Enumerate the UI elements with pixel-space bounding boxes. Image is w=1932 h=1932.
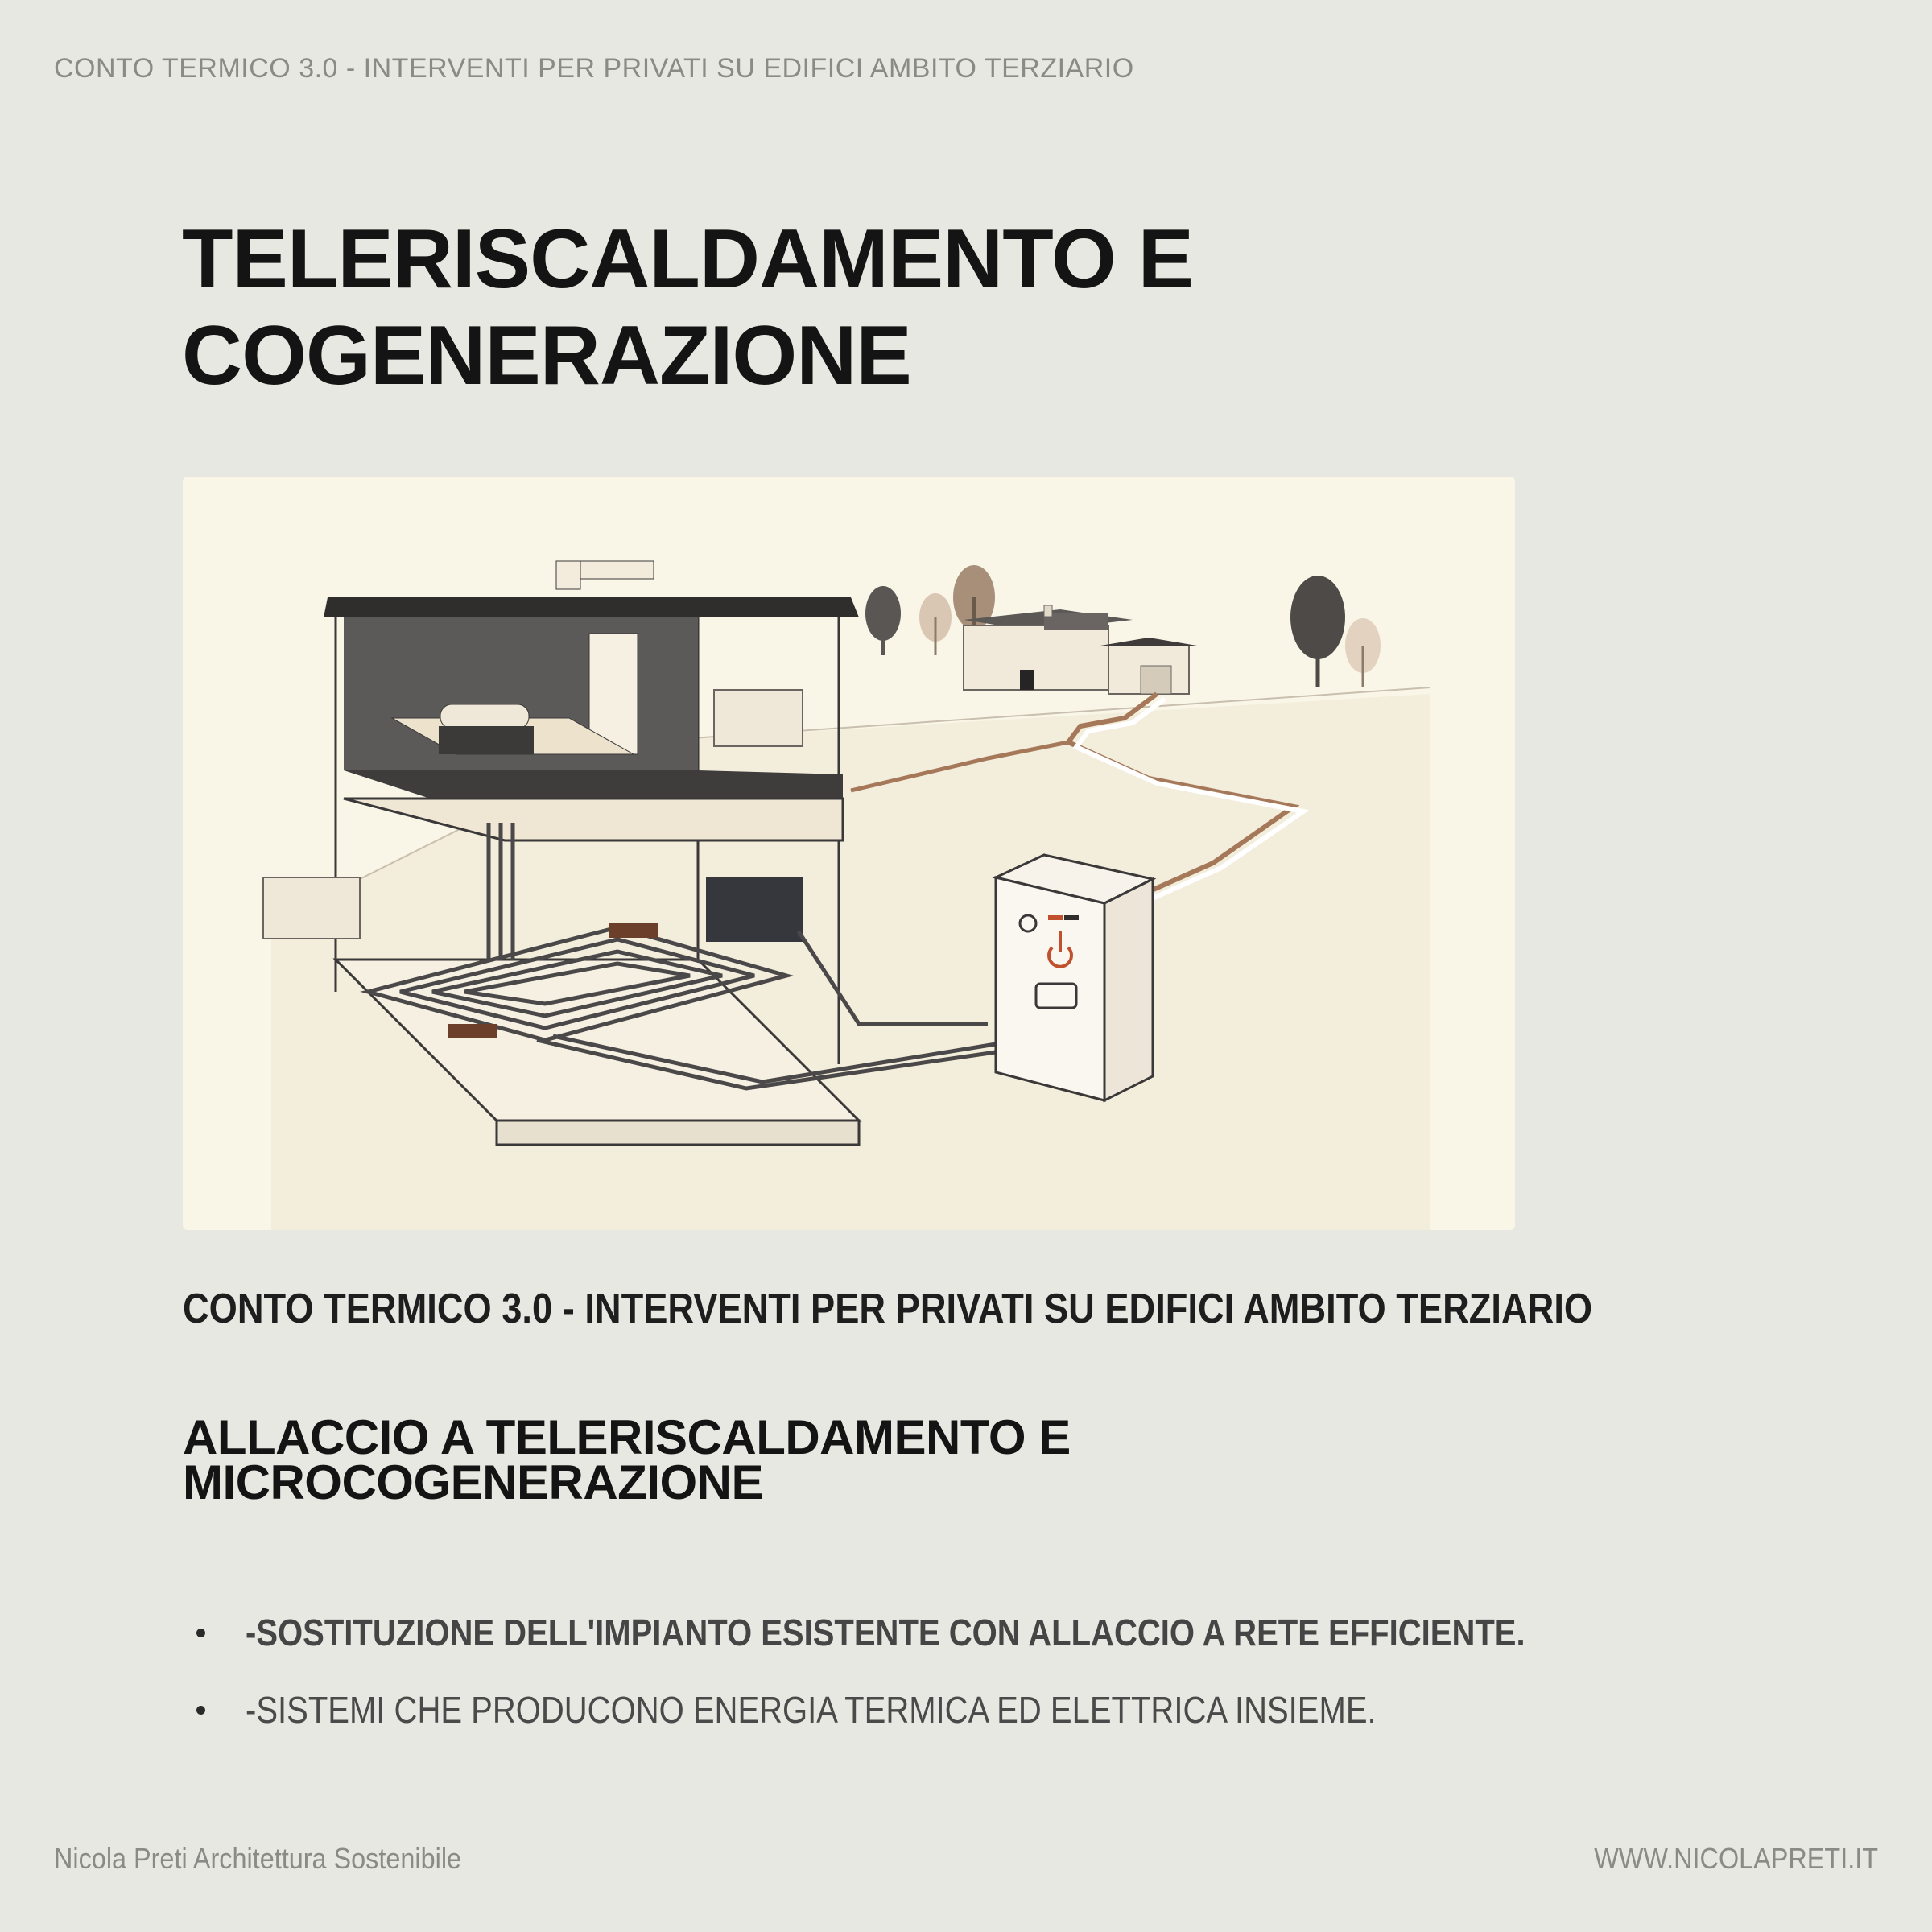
bullet-list <box>183 1594 1716 1748</box>
bullet-text: -SOSTITUZIONE DELL'IMPIANTO ESISTENTE CON ALLACCIO A RETE EFFICIENTE. <box>246 1612 1525 1653</box>
bullet-dot-icon <box>196 1706 205 1715</box>
footer-website-link[interactable]: WWW.NICOLAPRETI.IT <box>1594 1842 1878 1875</box>
page-title-line-1: TELERISCALDAMENTO E <box>182 213 1194 306</box>
subtitle: CONTO TERMICO 3.0 - INTERVENTI PER PRIVATI SU EDIFICI AMBITO TERZIARIO <box>183 1286 1593 1332</box>
page-title-line-2: COGENERAZIONE <box>182 309 911 402</box>
cogeneration-unit <box>996 855 1153 1100</box>
bullet-dot-icon <box>196 1629 205 1637</box>
section-heading-line-1: ALLACCIO A TELERISCALDAMENTO E <box>183 1410 1071 1464</box>
bullet-text: -SISTEMI CHE PRODUCONO ENERGIA TERMICA ED ELETTRICA INSIEME. <box>246 1689 1377 1731</box>
plant-building <box>964 605 1197 694</box>
section-heading <box>183 1410 1071 1509</box>
list-item <box>183 1594 1716 1671</box>
district-heating-illustration <box>183 477 1515 1230</box>
section-heading-line-2: MICROCOGENERAZIONE <box>183 1455 764 1509</box>
header-caption: CONTO TERMICO 3.0 - INTERVENTI PER PRIVATI SU EDIFICI AMBITO TERZIARIO <box>54 53 1134 84</box>
page-title <box>182 211 1470 404</box>
footer-author: Nicola Preti Architettura Sostenibile <box>54 1842 462 1875</box>
list-item <box>183 1671 1716 1748</box>
